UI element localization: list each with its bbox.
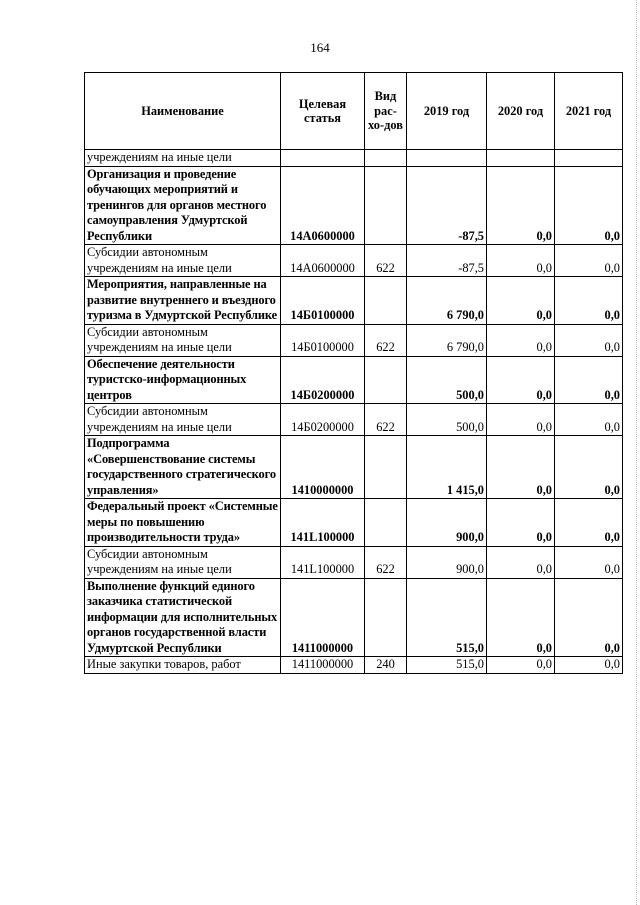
page-number: 164 xyxy=(310,40,330,55)
cell-type: 622 xyxy=(365,404,407,436)
cell-type xyxy=(365,166,407,245)
table-row xyxy=(85,324,623,356)
cell-y2019: 515,0 xyxy=(407,578,487,657)
table-row xyxy=(85,166,623,245)
cell-type xyxy=(365,150,407,167)
table-row xyxy=(85,245,623,277)
cell-type xyxy=(365,578,407,657)
cell-y2020: 0,0 xyxy=(487,245,555,277)
cell-code: 14А0600000 xyxy=(281,245,365,277)
page-edge xyxy=(636,0,640,905)
table-row xyxy=(85,499,623,547)
cell-type: 622 xyxy=(365,324,407,356)
cell-y2019: 900,0 xyxy=(407,499,487,547)
cell-y2019: 515,0 xyxy=(407,657,487,674)
cell-code xyxy=(281,150,365,167)
cell-name: Мероприятия, направленные на развитие внутреннего и въездного туризма в Удмуртской Республике xyxy=(85,277,281,325)
table-header-row xyxy=(85,73,623,150)
table-row xyxy=(85,150,623,167)
cell-name: Организация и проведение обучающих мероприятий и тренингов для органов местного самоуправления Удмуртской Республики xyxy=(85,166,281,245)
header-2021: 2021 год xyxy=(555,73,623,150)
table-row xyxy=(85,546,623,578)
cell-type xyxy=(365,356,407,404)
cell-y2020: 0,0 xyxy=(487,404,555,436)
cell-y2021: 0,0 xyxy=(555,277,623,325)
cell-y2020: 0,0 xyxy=(487,324,555,356)
cell-code: 141L100000 xyxy=(281,499,365,547)
cell-code: 14Б0100000 xyxy=(281,277,365,325)
cell-y2020: 0,0 xyxy=(487,578,555,657)
cell-y2019: 500,0 xyxy=(407,356,487,404)
cell-code: 14Б0100000 xyxy=(281,324,365,356)
cell-y2020: 0,0 xyxy=(487,546,555,578)
cell-code: 14Б0200000 xyxy=(281,356,365,404)
cell-y2020: 0,0 xyxy=(487,657,555,674)
cell-y2021: 0,0 xyxy=(555,657,623,674)
cell-code: 1410000000 xyxy=(281,436,365,499)
cell-name: Субсидии автономным учреждениям на иные цели xyxy=(85,546,281,578)
cell-type xyxy=(365,499,407,547)
cell-name: Субсидии автономным учреждениям на иные цели xyxy=(85,404,281,436)
cell-y2020: 0,0 xyxy=(487,277,555,325)
header-code: Целевая статья xyxy=(281,73,365,150)
cell-code: 1411000000 xyxy=(281,657,365,674)
table-row xyxy=(85,578,623,657)
cell-y2020: 0,0 xyxy=(487,499,555,547)
cell-y2021 xyxy=(555,150,623,167)
cell-y2019: -87,5 xyxy=(407,166,487,245)
cell-y2019: -87,5 xyxy=(407,245,487,277)
table-row xyxy=(85,436,623,499)
budget-table xyxy=(84,72,623,674)
cell-y2019: 1 415,0 xyxy=(407,436,487,499)
cell-y2020: 0,0 xyxy=(487,166,555,245)
cell-y2021: 0,0 xyxy=(555,324,623,356)
cell-code: 1411000000 xyxy=(281,578,365,657)
header-type: Вид рас-хо-дов xyxy=(365,73,407,150)
cell-name: Иные закупки товаров, работ xyxy=(85,657,281,674)
cell-y2021: 0,0 xyxy=(555,166,623,245)
header-2019: 2019 год xyxy=(407,73,487,150)
cell-y2020: 0,0 xyxy=(487,356,555,404)
cell-name: Обеспечение деятельности туристско-информационных центров xyxy=(85,356,281,404)
cell-y2019: 900,0 xyxy=(407,546,487,578)
cell-y2021: 0,0 xyxy=(555,356,623,404)
header-name: Наименование xyxy=(85,73,281,150)
cell-code: 14Б0200000 xyxy=(281,404,365,436)
cell-code: 141L100000 xyxy=(281,546,365,578)
cell-y2019: 500,0 xyxy=(407,404,487,436)
cell-type xyxy=(365,436,407,499)
cell-type: 622 xyxy=(365,546,407,578)
table-row xyxy=(85,404,623,436)
cell-y2020 xyxy=(487,150,555,167)
cell-y2021: 0,0 xyxy=(555,404,623,436)
cell-name: Выполнение функций единого заказчика статистической информации для исполнительных органов государственной власти Удмуртской Республики xyxy=(85,578,281,657)
cell-y2019 xyxy=(407,150,487,167)
cell-y2020: 0,0 xyxy=(487,436,555,499)
cell-y2021: 0,0 xyxy=(555,578,623,657)
cell-name: Федеральный проект «Системные меры по повышению производительности труда» xyxy=(85,499,281,547)
cell-y2019: 6 790,0 xyxy=(407,277,487,325)
cell-name: Подпрограмма «Совершенствование системы государственного стратегического управления» xyxy=(85,436,281,499)
cell-y2021: 0,0 xyxy=(555,245,623,277)
table-row xyxy=(85,657,623,674)
table-row xyxy=(85,277,623,325)
cell-y2019: 6 790,0 xyxy=(407,324,487,356)
cell-code: 14А0600000 xyxy=(281,166,365,245)
cell-name: Субсидии автономным учреждениям на иные цели xyxy=(85,324,281,356)
cell-type: 622 xyxy=(365,245,407,277)
header-2020: 2020 год xyxy=(487,73,555,150)
table-row xyxy=(85,356,623,404)
cell-y2021: 0,0 xyxy=(555,499,623,547)
cell-type: 240 xyxy=(365,657,407,674)
cell-y2021: 0,0 xyxy=(555,436,623,499)
cell-name: учреждениям на иные цели xyxy=(85,150,281,167)
cell-name: Субсидии автономным учреждениям на иные цели xyxy=(85,245,281,277)
cell-type xyxy=(365,277,407,325)
cell-y2021: 0,0 xyxy=(555,546,623,578)
